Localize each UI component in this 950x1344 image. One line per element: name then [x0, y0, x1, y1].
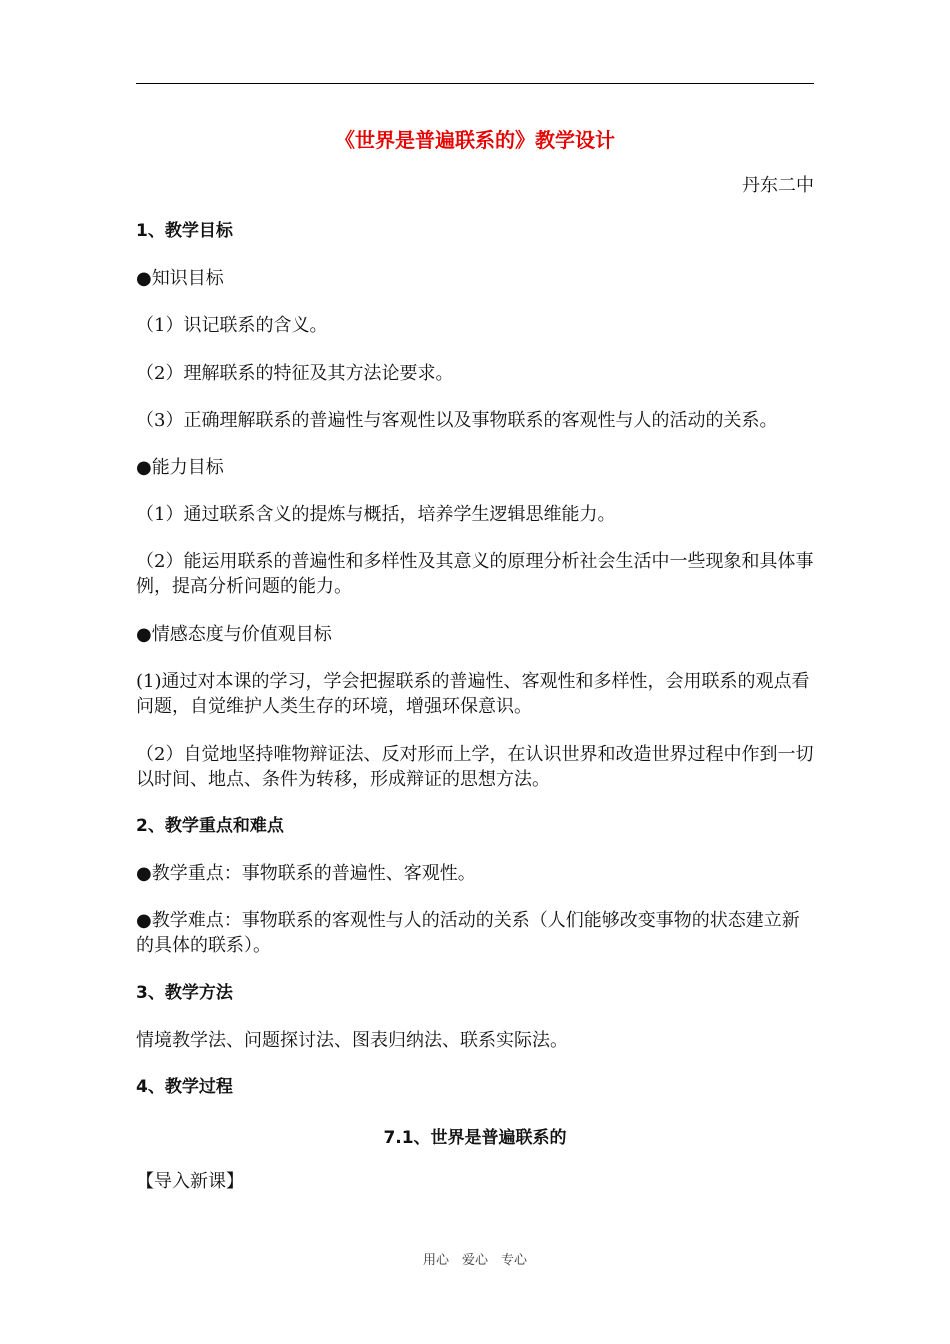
- knowledge-item-2: （2）理解联系的特征及其方法论要求。: [136, 363, 454, 384]
- emotion-item-1: (1)通过对本课的学习，学会把握联系的普遍性、客观性和多样性，会用联系的观点看问题，自觉维护人类生存的环境，增强环保意识。: [136, 671, 810, 717]
- section-heading-methods: 3、教学方法: [136, 983, 233, 1003]
- key-point: ●教学重点：事物联系的普遍性、客观性。: [136, 863, 476, 884]
- ability-heading: ●能力目标: [136, 457, 224, 478]
- difficult-point: ●教学难点：事物联系的客观性与人的活动的关系（人们能够改变事物的状态建立新的具体的联系）。: [136, 910, 800, 956]
- emotion-item-2: （2）自觉地坚持唯物辩证法、反对形而上学，在认识世界和改造世界过程中作到一切以时间、地点、条件为转移，形成辩证的思想方法。: [136, 744, 814, 790]
- document-title: 《世界是普遍联系的》教学设计: [335, 128, 615, 152]
- emotion-heading: ●情感态度与价值观目标: [136, 624, 332, 645]
- ability-item-2: （2）能运用联系的普遍性和多样性及其意义的原理分析社会生活中一些现象和具体事例，提高分析问题的能力。: [136, 551, 814, 597]
- intro-label: 【导入新课】: [136, 1171, 244, 1192]
- page-footer: 用心 爱心 专心: [422, 1253, 527, 1268]
- section-heading-process: 4、教学过程: [136, 1077, 233, 1097]
- lesson-heading: 7.1、世界是普遍联系的: [383, 1128, 567, 1148]
- section-heading-goals: 1、教学目标: [136, 221, 233, 241]
- author: 丹东二中: [742, 175, 814, 196]
- knowledge-item-1: （1）识记联系的含义。: [136, 315, 328, 336]
- methods-text: 情境教学法、问题探讨法、图表归纳法、联系实际法。: [136, 1030, 568, 1051]
- knowledge-heading: ●知识目标: [136, 268, 224, 289]
- ability-item-1: （1）通过联系含义的提炼与概括，培养学生逻辑思维能力。: [136, 504, 616, 525]
- header-rule: [136, 83, 814, 84]
- knowledge-item-3: （3）正确理解联系的普遍性与客观性以及事物联系的客观性与人的活动的关系。: [136, 410, 778, 431]
- section-heading-key-points: 2、教学重点和难点: [136, 816, 284, 836]
